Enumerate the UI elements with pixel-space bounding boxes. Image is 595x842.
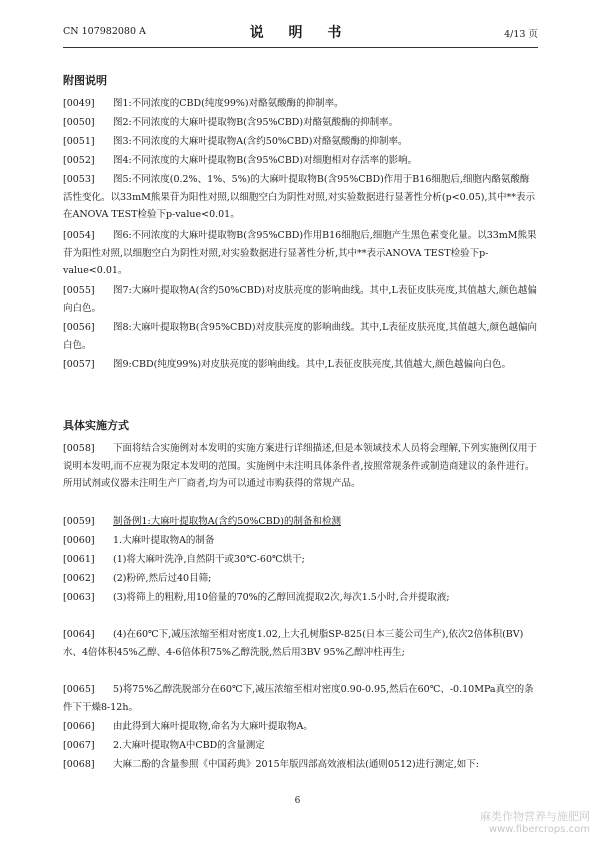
- paragraph-0050: [63, 114, 538, 132]
- paragraph-number: [0051]: [63, 136, 95, 147]
- page-number: 6: [294, 796, 301, 806]
- paragraph-0057: [63, 356, 538, 374]
- paragraph-number: [0066]: [63, 721, 95, 732]
- paragraph-0063: [63, 589, 538, 607]
- section-title-figures: 附图说明: [63, 74, 107, 87]
- paragraph-text: (3)将筛上的粗粉,用10倍量的70%的乙醇回流提取2次,每次1.5小时,合并提取液;: [113, 592, 450, 603]
- patent-number: CN 107982080 A: [63, 26, 146, 37]
- page-header: [63, 22, 538, 44]
- paragraph-text: (2)粉碎,然后过40目筛;: [113, 573, 212, 584]
- paragraph-text: 图1:不同浓度的CBD(纯度99%)对酪氨酸酶的抑制率。: [113, 98, 344, 109]
- paragraph-text: 制备例1:大麻叶提取物A(含约50%CBD)的制备和检测: [113, 516, 342, 527]
- paragraph-text: 1.大麻叶提取物A的制备: [113, 535, 215, 546]
- page-indicator: 4/13 页: [504, 29, 538, 40]
- paragraph-number: [0065]: [63, 684, 95, 695]
- paragraph-number: [0063]: [63, 592, 95, 603]
- paragraph-0060: [63, 532, 538, 550]
- paragraph-0054: [63, 227, 538, 280]
- paragraph-0062: [63, 570, 538, 588]
- paragraph-0049: [63, 95, 538, 113]
- site-watermark: [430, 808, 590, 835]
- paragraph-number: [0049]: [63, 98, 95, 109]
- paragraph-text: 大麻二酚的含量参照《中国药典》2015年版四部高效液相法(通则0512)进行测定,如下:: [113, 759, 479, 770]
- paragraph-0068: [63, 756, 538, 774]
- paragraph-0065: [63, 681, 538, 716]
- paragraph-0064: [63, 626, 538, 661]
- watermark-url: www.fibercrops.com: [488, 824, 590, 835]
- paragraph-number: [0067]: [63, 740, 95, 751]
- paragraph-number: [0058]: [63, 443, 95, 454]
- paragraph-number: [0068]: [63, 759, 95, 770]
- paragraph-number: [0061]: [63, 554, 95, 565]
- paragraph-0055: [63, 282, 538, 317]
- paragraph-text: 图8:大麻叶提取物B(含95%CBD)对皮肤亮度的影响曲线。其中,L表征皮肤亮度,其值越大,颜色越偏向白色。: [63, 322, 537, 351]
- paragraph-number: [0050]: [63, 117, 95, 128]
- document-title: 说 明 书: [249, 25, 352, 41]
- paragraph-0067: [63, 737, 538, 755]
- paragraph-number: [0064]: [63, 629, 95, 640]
- paragraph-text: (4)在60℃下,减压浓缩至相对密度1.02,上大孔树脂SP-825(日本三菱公司生产),依次2倍体积(BV)水、4倍体积45%乙醇、4-6倍体积75%乙醇洗脱,然后用3BV 95%乙醇冲柱再生;: [63, 629, 524, 658]
- paragraph-0061: [63, 551, 538, 569]
- paragraph-number: [0062]: [63, 573, 95, 584]
- paragraph-text: 图5:不同浓度(0.2%、1%、5%)的大麻叶提取物B(含95%CBD)作用于B16细胞后,细胞内酪氨酸酶活性变化。以33mM熊果苷为阳性对照,以细胞空白为阴性对照,对实验数据进行显著性分析(p<0.05),其中**表示在ANOVA TEST检验下p-value<0.01。: [63, 174, 535, 221]
- paragraph-number: [0054]: [63, 230, 95, 241]
- paragraph-number: [0055]: [63, 285, 95, 296]
- paragraph-number: [0052]: [63, 155, 95, 166]
- header-divider: [63, 47, 538, 48]
- paragraph-text: 图2:不同浓度的大麻叶提取物B(含95%CBD)对酪氨酸酶的抑制率。: [113, 117, 399, 128]
- paragraph-text: 图9:CBD(纯度99%)对皮肤亮度的影响曲线。其中,L表征皮肤亮度,其值越大,颜色越偏向白色。: [113, 359, 512, 370]
- paragraph-number: [0053]: [63, 174, 95, 185]
- paragraph-text: 图7:大麻叶提取物A(含约50%CBD)对皮肤亮度的影响曲线。其中,L表征皮肤亮度,其值越大,颜色越偏向白色。: [63, 285, 537, 314]
- paragraph-text: 图6:不同浓度的大麻叶提取物B(含95%CBD)作用B16细胞后,细胞产生黑色素变化量。以33mM熊果苷为阳性对照,以细胞空白为阴性对照,对实验数据进行显著性分析,其中**表示ANOVA TEST检验下p-value<0.01。: [63, 230, 537, 277]
- paragraph-0052: [63, 152, 538, 170]
- paragraph-0053: [63, 171, 538, 224]
- watermark-site-name: 麻类作物营养与施肥网: [480, 810, 590, 823]
- paragraph-text: (1)将大麻叶洗净,自然阴干或30℃-60℃烘干;: [113, 554, 305, 565]
- paragraph-0056: [63, 319, 538, 354]
- paragraph-number: [0056]: [63, 322, 95, 333]
- paragraph-text: 图3:不同浓度的大麻叶提取物A(含约50%CBD)对酪氨酸酶的抑制率。: [113, 136, 408, 147]
- paragraph-0059: [63, 513, 538, 531]
- paragraph-number: [0060]: [63, 535, 95, 546]
- paragraph-number: [0059]: [63, 516, 95, 527]
- paragraph-0051: [63, 133, 538, 151]
- paragraph-text: 由此得到大麻叶提取物,命名为大麻叶提取物A。: [113, 721, 313, 732]
- paragraph-text: 下面将结合实施例对本发明的实施方案进行详细描述,但是本领域技术人员将会理解,下列实施例仅用于说明本发明,而不应视为限定本发明的范围。实施例中未注明具体条件者,按照常规条件或制造商建议的条件进行。所用试剂或仪器未注明生产厂商者,均为可以通过市购获得的常规产品。: [63, 443, 538, 490]
- paragraph-text: 2.大麻叶提取物A中CBD的含量测定: [113, 740, 265, 751]
- section-title-embodiments: 具体实施方式: [63, 419, 129, 432]
- paragraph-number: [0057]: [63, 359, 95, 370]
- paragraph-0058: [63, 440, 538, 493]
- paragraph-text: 图4:不同浓度的大麻叶提取物B(含95%CBD)对细胞相对存活率的影响。: [113, 155, 418, 166]
- paragraph-text: 5)将75%乙醇洗脱部分在60℃下,减压浓缩至相对密度0.90-0.95,然后在60℃、-0.10MPa真空的条件下干燥8-12h。: [63, 684, 534, 713]
- paragraph-0066: [63, 718, 538, 736]
